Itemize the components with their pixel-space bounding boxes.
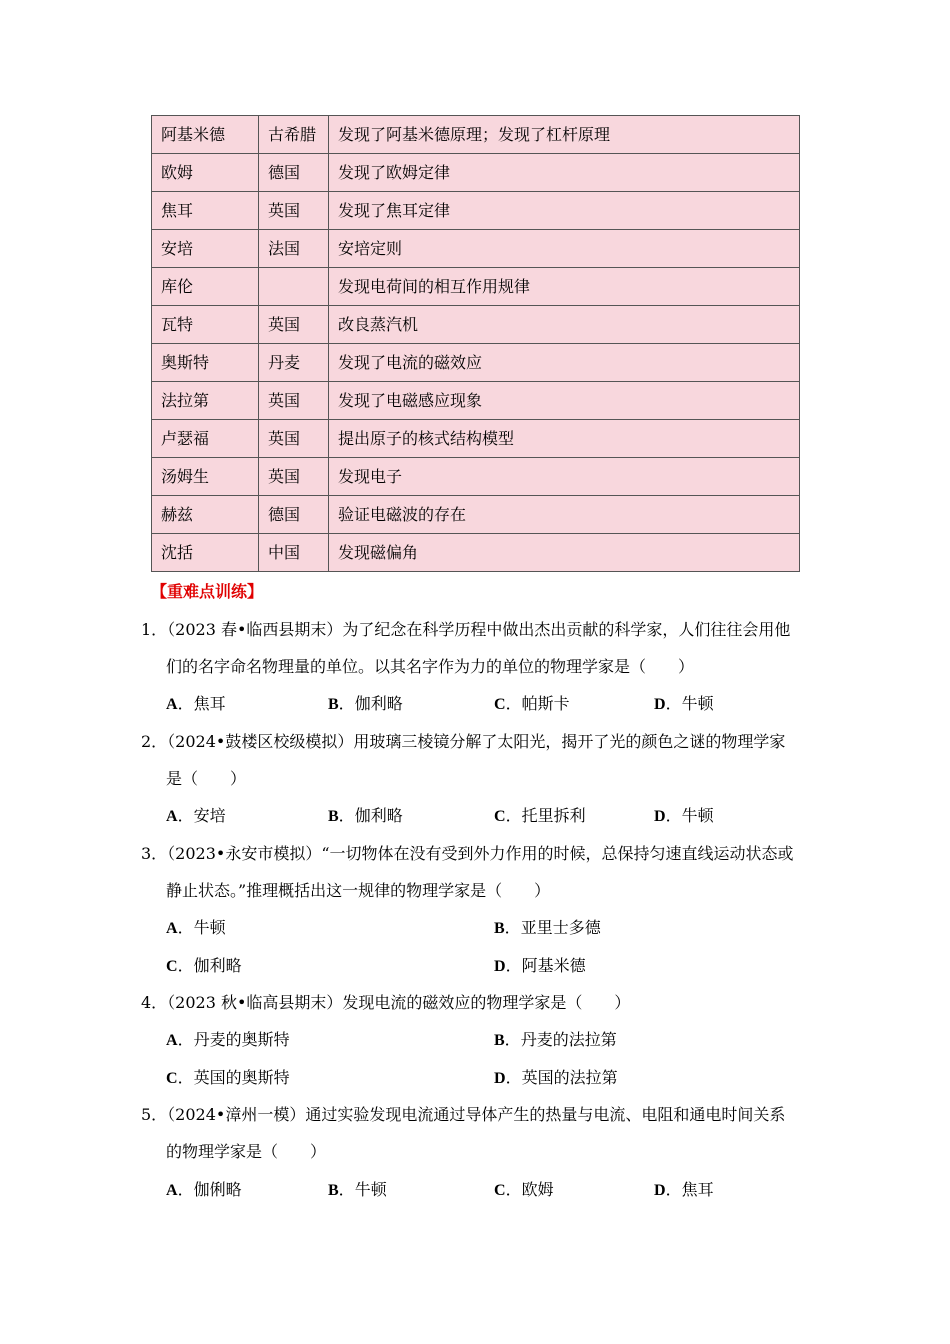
option-letter: D [494,958,506,975]
section-title: 【重难点训练】 [151,582,264,601]
table-row [152,458,800,496]
scientist-country: 德国 [259,496,329,534]
table-row [152,268,800,306]
table-row [152,154,800,192]
scientist-country: 英国 [259,192,329,230]
option-letter: C [494,696,506,713]
option-text: 丹麦的法拉第 [520,1030,617,1049]
question-3-options-row2 [166,954,806,978]
option-letter: A [166,920,178,937]
question-5 [141,1103,821,1164]
scientist-country: 英国 [259,458,329,496]
scientist-table [151,115,800,572]
option-letter: C [166,1070,178,1087]
option-text: 牛顿 [681,694,714,713]
option-c[interactable]: C．帕斯卡 [494,694,570,713]
scientist-contribution: 改良蒸汽机 [329,306,800,344]
question-2 [141,730,821,791]
table-row [152,496,800,534]
scientist-name: 安培 [152,230,259,268]
option-c[interactable]: C．伽利略 [166,956,242,975]
question-2-options [166,804,806,828]
option-letter: A [166,808,178,825]
option-letter: C [166,958,178,975]
question-1-options [166,692,806,716]
scientist-contribution: 安培定则 [329,230,800,268]
option-a[interactable]: A．伽俐略 [166,1180,242,1199]
scientist-contribution: 发现了电磁感应现象 [329,382,800,420]
table-row [152,344,800,382]
scientist-country: 英国 [259,306,329,344]
table-row [152,230,800,268]
option-text: 伽利略 [354,694,403,713]
question-1 [141,618,821,679]
option-b[interactable]: B．牛顿 [328,1180,387,1199]
option-b[interactable]: B．伽利略 [328,806,403,825]
option-text: 伽利略 [354,806,403,825]
scientist-name: 法拉第 [152,382,259,420]
option-d[interactable]: D．焦耳 [654,1180,714,1199]
option-d[interactable]: D．牛顿 [654,806,714,825]
option-letter: C [494,1182,506,1199]
option-d[interactable]: D．英国的法拉第 [494,1068,618,1087]
option-b[interactable]: B．亚里士多德 [494,918,601,937]
option-text: 英国的法拉第 [521,1068,618,1087]
scientist-contribution: 发现了阿基米德原理；发现了杠杆原理 [329,116,800,154]
option-text: 牛顿 [354,1180,387,1199]
table-row [152,534,800,572]
scientist-contribution: 发现磁偏角 [329,534,800,572]
option-text: 亚里士多德 [520,918,601,937]
scientist-country: 古希腊 [259,116,329,154]
question-text: 们的名字命名物理量的单位。以其名字作为力的单位的物理学家是（ ） [166,657,695,676]
option-b[interactable]: B．丹麦的法拉第 [494,1030,617,1049]
question-text: 4．（2023 秋•临高县期末）发现电流的磁效应的物理学家是（ ） [141,993,631,1012]
scientist-contribution: 发现了欧姆定律 [329,154,800,192]
option-c[interactable]: C．英国的奥斯特 [166,1068,290,1087]
option-letter: B [328,1182,339,1199]
option-text: 英国的奥斯特 [193,1068,290,1087]
scientist-country: 德国 [259,154,329,192]
scientist-contribution: 发现了焦耳定律 [329,192,800,230]
scientist-name: 阿基米德 [152,116,259,154]
scientist-contribution: 验证电磁波的存在 [329,496,800,534]
question-text: 2．（2024•鼓楼区校级模拟）用玻璃三棱镜分解了太阳光，揭开了光的颜色之谜的物理学家 [141,732,786,751]
option-text: 伽俐略 [193,1180,242,1199]
option-letter: A [166,696,178,713]
question-5-options [166,1178,806,1202]
option-text: 牛顿 [193,918,226,937]
scientist-contribution: 发现了电流的磁效应 [329,344,800,382]
scientist-name: 瓦特 [152,306,259,344]
option-text: 帕斯卡 [521,694,570,713]
option-text: 牛顿 [681,806,714,825]
question-text: 1．（2023 春•临西县期末）为了纪念在科学历程中做出杰出贡献的科学家，人们往往会用他 [141,620,791,639]
scientist-contribution: 提出原子的核式结构模型 [329,420,800,458]
option-text: 丹麦的奥斯特 [193,1030,290,1049]
option-a[interactable]: A．焦耳 [166,694,226,713]
option-a[interactable]: A．牛顿 [166,918,226,937]
scientist-name: 奥斯特 [152,344,259,382]
question-4-options-row2 [166,1066,806,1090]
option-b[interactable]: B．伽利略 [328,694,403,713]
scientist-name: 焦耳 [152,192,259,230]
question-4 [141,991,821,1015]
scientist-name: 卢瑟福 [152,420,259,458]
scientist-country: 丹麦 [259,344,329,382]
option-letter: B [494,1032,505,1049]
table-row [152,306,800,344]
option-letter: A [166,1032,178,1049]
option-d[interactable]: D．阿基米德 [494,956,586,975]
scientist-country: 中国 [259,534,329,572]
scientist-name: 汤姆生 [152,458,259,496]
scientist-country: 英国 [259,420,329,458]
question-text: 是（ ） [166,769,247,788]
option-a[interactable]: A．安培 [166,806,226,825]
option-letter: B [328,808,339,825]
option-a[interactable]: A．丹麦的奥斯特 [166,1030,290,1049]
scientist-country: 法国 [259,230,329,268]
option-text: 阿基米德 [521,956,586,975]
option-c[interactable]: C．托里拆利 [494,806,586,825]
scientist-contribution: 发现电荷间的相互作用规律 [329,268,800,306]
option-text: 焦耳 [681,1180,714,1199]
option-letter: D [654,696,666,713]
option-letter: A [166,1182,178,1199]
option-c[interactable]: C．欧姆 [494,1180,554,1199]
option-text: 焦耳 [193,694,226,713]
scientist-name: 沈括 [152,534,259,572]
scientist-name: 库伦 [152,268,259,306]
question-3 [141,842,821,903]
option-letter: D [654,1182,666,1199]
option-text: 伽利略 [193,956,242,975]
option-letter: B [494,920,505,937]
option-letter: C [494,808,506,825]
option-letter: D [654,808,666,825]
scientist-name: 赫兹 [152,496,259,534]
scientist-name: 欧姆 [152,154,259,192]
table-row [152,116,800,154]
scientist-country [259,268,329,306]
question-3-options-row1 [166,916,806,940]
question-text: 的物理学家是（ ） [166,1142,327,1161]
table-row [152,192,800,230]
table-row [152,382,800,420]
question-text: 3．（2023•永安市模拟）“一切物体在没有受到外力作用的时候，总保持匀速直线运动状态或 [141,844,794,863]
question-text: 5．（2024•漳州一模）通过实验发现电流通过导体产生的热量与电流、电阻和通电时间关系 [141,1105,786,1124]
scientist-country: 英国 [259,382,329,420]
question-4-options-row1 [166,1028,806,1052]
table-row [152,420,800,458]
option-text: 安培 [193,806,226,825]
option-letter: B [328,696,339,713]
scientist-contribution: 发现电子 [329,458,800,496]
option-d[interactable]: D．牛顿 [654,694,714,713]
option-text: 托里拆利 [521,806,586,825]
option-letter: D [494,1070,506,1087]
question-text: 静止状态。”推理概括出这一规律的物理学家是（ ） [166,881,551,900]
option-text: 欧姆 [521,1180,554,1199]
